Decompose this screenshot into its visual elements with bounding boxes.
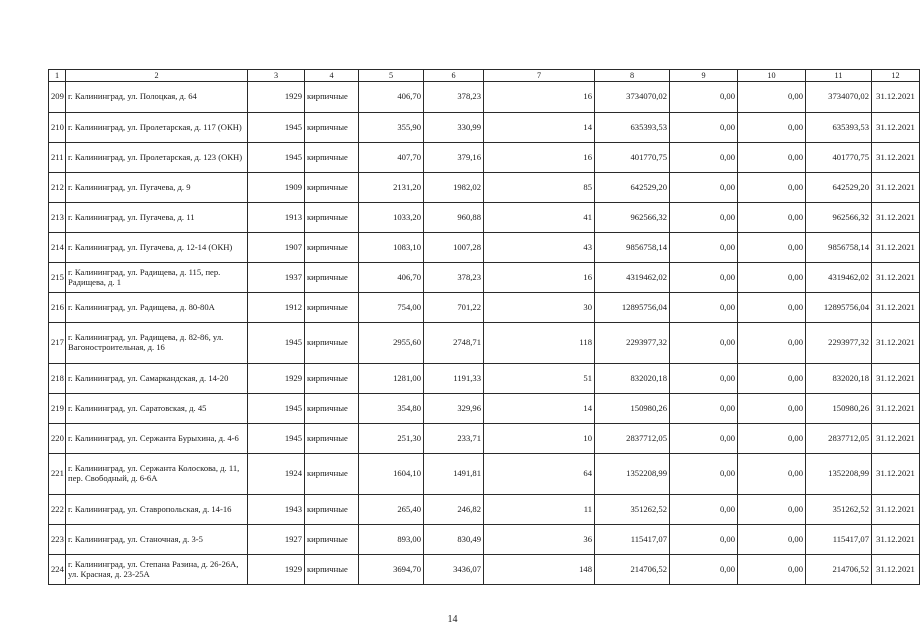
material-cell: кирпичные xyxy=(305,394,359,424)
date-cell: 31.12.2021 xyxy=(872,525,920,555)
col-header-9: 9 xyxy=(670,70,738,82)
cost-total-cell: 150980,26 xyxy=(595,394,670,424)
area-total-cell: 355,90 xyxy=(359,113,424,143)
residents-cell: 11 xyxy=(484,495,595,525)
year-cell: 1909 xyxy=(248,173,305,203)
fund-c-cell: 4319462,02 xyxy=(806,263,872,293)
fund-b-cell: 0,00 xyxy=(738,203,806,233)
year-cell: 1945 xyxy=(248,143,305,173)
col-header-10: 10 xyxy=(738,70,806,82)
area-living-cell: 3436,07 xyxy=(424,555,484,585)
residents-cell: 64 xyxy=(484,454,595,495)
address-cell: г. Калининград, ул. Пролетарская, д. 123 (ОКН) xyxy=(66,143,248,173)
material-cell: кирпичные xyxy=(305,454,359,495)
fund-c-cell: 115417,07 xyxy=(806,525,872,555)
table-row xyxy=(49,82,920,113)
material-cell: кирпичные xyxy=(305,113,359,143)
year-cell: 1907 xyxy=(248,233,305,263)
address-cell: г. Калининград, ул. Ставропольская, д. 14-16 xyxy=(66,495,248,525)
row-number: 223 xyxy=(49,525,66,555)
fund-a-cell: 0,00 xyxy=(670,424,738,454)
area-total-cell: 2955,60 xyxy=(359,323,424,364)
cost-total-cell: 635393,53 xyxy=(595,113,670,143)
material-cell: кирпичные xyxy=(305,263,359,293)
residents-cell: 51 xyxy=(484,364,595,394)
fund-b-cell: 0,00 xyxy=(738,454,806,495)
area-total-cell: 3694,70 xyxy=(359,555,424,585)
row-number: 216 xyxy=(49,293,66,323)
fund-b-cell: 0,00 xyxy=(738,173,806,203)
address-cell: г. Калининград, ул. Радищева, д. 80-80А xyxy=(66,293,248,323)
fund-a-cell: 0,00 xyxy=(670,394,738,424)
material-cell: кирпичные xyxy=(305,555,359,585)
col-header-8: 8 xyxy=(595,70,670,82)
date-cell: 31.12.2021 xyxy=(872,364,920,394)
area-living-cell: 246,82 xyxy=(424,495,484,525)
col-header-6: 6 xyxy=(424,70,484,82)
area-living-cell: 330,99 xyxy=(424,113,484,143)
date-cell: 31.12.2021 xyxy=(872,173,920,203)
page-number: 14 xyxy=(447,614,458,625)
year-cell: 1945 xyxy=(248,323,305,364)
fund-c-cell: 1352208,99 xyxy=(806,454,872,495)
address-cell: г. Калининград, ул. Полоцкая, д. 64 xyxy=(66,82,248,113)
cost-total-cell: 351262,52 xyxy=(595,495,670,525)
fund-c-cell: 832020,18 xyxy=(806,364,872,394)
area-living-cell: 378,23 xyxy=(424,82,484,113)
table-row xyxy=(49,555,920,585)
material-cell: кирпичные xyxy=(305,143,359,173)
fund-a-cell: 0,00 xyxy=(670,233,738,263)
residents-cell: 16 xyxy=(484,143,595,173)
date-cell: 31.12.2021 xyxy=(872,263,920,293)
residents-cell: 16 xyxy=(484,82,595,113)
material-cell: кирпичные xyxy=(305,525,359,555)
table-row xyxy=(49,113,920,143)
date-cell: 31.12.2021 xyxy=(872,555,920,585)
fund-a-cell: 0,00 xyxy=(670,82,738,113)
area-living-cell: 701,22 xyxy=(424,293,484,323)
fund-a-cell: 0,00 xyxy=(670,293,738,323)
fund-b-cell: 0,00 xyxy=(738,233,806,263)
residents-cell: 14 xyxy=(484,394,595,424)
table-row xyxy=(49,203,920,233)
cost-total-cell: 12895756,04 xyxy=(595,293,670,323)
table-row xyxy=(49,233,920,263)
cost-total-cell: 4319462,02 xyxy=(595,263,670,293)
fund-c-cell: 2837712,05 xyxy=(806,424,872,454)
table-row xyxy=(49,143,920,173)
date-cell: 31.12.2021 xyxy=(872,394,920,424)
cost-total-cell: 642529,20 xyxy=(595,173,670,203)
date-cell: 31.12.2021 xyxy=(872,143,920,173)
col-header-4: 4 xyxy=(305,70,359,82)
fund-c-cell: 962566,32 xyxy=(806,203,872,233)
material-cell: кирпичные xyxy=(305,424,359,454)
fund-c-cell: 12895756,04 xyxy=(806,293,872,323)
year-cell: 1912 xyxy=(248,293,305,323)
area-total-cell: 1604,10 xyxy=(359,454,424,495)
year-cell: 1929 xyxy=(248,364,305,394)
table-row xyxy=(49,263,920,293)
fund-c-cell: 9856758,14 xyxy=(806,233,872,263)
row-number: 215 xyxy=(49,263,66,293)
table-row xyxy=(49,364,920,394)
row-number: 219 xyxy=(49,394,66,424)
table-row xyxy=(49,495,920,525)
year-cell: 1943 xyxy=(248,495,305,525)
material-cell: кирпичные xyxy=(305,173,359,203)
fund-b-cell: 0,00 xyxy=(738,424,806,454)
cost-total-cell: 401770,75 xyxy=(595,143,670,173)
housing-table xyxy=(48,69,920,585)
fund-a-cell: 0,00 xyxy=(670,495,738,525)
area-living-cell: 960,88 xyxy=(424,203,484,233)
row-number: 221 xyxy=(49,454,66,495)
area-total-cell: 406,70 xyxy=(359,263,424,293)
area-total-cell: 406,70 xyxy=(359,82,424,113)
fund-b-cell: 0,00 xyxy=(738,82,806,113)
fund-a-cell: 0,00 xyxy=(670,263,738,293)
fund-c-cell: 642529,20 xyxy=(806,173,872,203)
fund-a-cell: 0,00 xyxy=(670,454,738,495)
area-total-cell: 1083,10 xyxy=(359,233,424,263)
fund-b-cell: 0,00 xyxy=(738,364,806,394)
row-number: 211 xyxy=(49,143,66,173)
fund-a-cell: 0,00 xyxy=(670,173,738,203)
year-cell: 1929 xyxy=(248,82,305,113)
col-header-12: 12 xyxy=(872,70,920,82)
cost-total-cell: 962566,32 xyxy=(595,203,670,233)
material-cell: кирпичные xyxy=(305,293,359,323)
year-cell: 1945 xyxy=(248,113,305,143)
cost-total-cell: 115417,07 xyxy=(595,525,670,555)
area-living-cell: 329,96 xyxy=(424,394,484,424)
material-cell: кирпичные xyxy=(305,364,359,394)
table-row xyxy=(49,293,920,323)
date-cell: 31.12.2021 xyxy=(872,203,920,233)
address-cell: г. Калининград, ул. Самаркандская, д. 14-20 xyxy=(66,364,248,394)
date-cell: 31.12.2021 xyxy=(872,323,920,364)
residents-cell: 118 xyxy=(484,323,595,364)
col-header-5: 5 xyxy=(359,70,424,82)
fund-a-cell: 0,00 xyxy=(670,555,738,585)
row-number: 210 xyxy=(49,113,66,143)
material-cell: кирпичные xyxy=(305,233,359,263)
col-header-1: 1 xyxy=(49,70,66,82)
material-cell: кирпичные xyxy=(305,323,359,364)
year-cell: 1945 xyxy=(248,424,305,454)
residents-cell: 43 xyxy=(484,233,595,263)
address-cell: г. Калининград, ул. Радищева, д. 115, пер. Радищева, д. 1 xyxy=(66,263,248,293)
area-total-cell: 893,00 xyxy=(359,525,424,555)
residents-cell: 14 xyxy=(484,113,595,143)
cost-total-cell: 9856758,14 xyxy=(595,233,670,263)
date-cell: 31.12.2021 xyxy=(872,82,920,113)
address-cell: г. Калининград, ул. Сержанта Колоскова, д. 11, пер. Свободный, д. 6-6А xyxy=(66,454,248,495)
cost-total-cell: 2293977,32 xyxy=(595,323,670,364)
fund-b-cell: 0,00 xyxy=(738,113,806,143)
row-number: 213 xyxy=(49,203,66,233)
table-row xyxy=(49,454,920,495)
year-cell: 1924 xyxy=(248,454,305,495)
cost-total-cell: 832020,18 xyxy=(595,364,670,394)
area-living-cell: 379,16 xyxy=(424,143,484,173)
fund-b-cell: 0,00 xyxy=(738,394,806,424)
material-cell: кирпичные xyxy=(305,82,359,113)
header-row xyxy=(49,70,920,82)
row-number: 217 xyxy=(49,323,66,364)
area-total-cell: 1281,00 xyxy=(359,364,424,394)
table-row xyxy=(49,323,920,364)
fund-a-cell: 0,00 xyxy=(670,143,738,173)
fund-c-cell: 214706,52 xyxy=(806,555,872,585)
residents-cell: 41 xyxy=(484,203,595,233)
fund-a-cell: 0,00 xyxy=(670,113,738,143)
area-living-cell: 2748,71 xyxy=(424,323,484,364)
table-row xyxy=(49,394,920,424)
address-cell: г. Калининград, ул. Пугачева, д. 12-14 (ОКН) xyxy=(66,233,248,263)
fund-c-cell: 2293977,32 xyxy=(806,323,872,364)
area-living-cell: 830,49 xyxy=(424,525,484,555)
area-living-cell: 1007,28 xyxy=(424,233,484,263)
area-total-cell: 1033,20 xyxy=(359,203,424,233)
fund-a-cell: 0,00 xyxy=(670,364,738,394)
table-row xyxy=(49,173,920,203)
year-cell: 1929 xyxy=(248,555,305,585)
area-total-cell: 2131,20 xyxy=(359,173,424,203)
fund-c-cell: 150980,26 xyxy=(806,394,872,424)
cost-total-cell: 2837712,05 xyxy=(595,424,670,454)
fund-b-cell: 0,00 xyxy=(738,323,806,364)
date-cell: 31.12.2021 xyxy=(872,113,920,143)
year-cell: 1937 xyxy=(248,263,305,293)
area-living-cell: 378,23 xyxy=(424,263,484,293)
date-cell: 31.12.2021 xyxy=(872,424,920,454)
fund-a-cell: 0,00 xyxy=(670,203,738,233)
cost-total-cell: 3734070,02 xyxy=(595,82,670,113)
year-cell: 1927 xyxy=(248,525,305,555)
table-body xyxy=(49,82,920,585)
residents-cell: 148 xyxy=(484,555,595,585)
row-number: 220 xyxy=(49,424,66,454)
cost-total-cell: 214706,52 xyxy=(595,555,670,585)
fund-b-cell: 0,00 xyxy=(738,555,806,585)
year-cell: 1913 xyxy=(248,203,305,233)
fund-b-cell: 0,00 xyxy=(738,293,806,323)
area-total-cell: 754,00 xyxy=(359,293,424,323)
col-header-11: 11 xyxy=(806,70,872,82)
cost-total-cell: 1352208,99 xyxy=(595,454,670,495)
area-living-cell: 1982,02 xyxy=(424,173,484,203)
fund-c-cell: 351262,52 xyxy=(806,495,872,525)
row-number: 214 xyxy=(49,233,66,263)
fund-b-cell: 0,00 xyxy=(738,263,806,293)
residents-cell: 10 xyxy=(484,424,595,454)
row-number: 212 xyxy=(49,173,66,203)
address-cell: г. Калининград, ул. Пугачева, д. 11 xyxy=(66,203,248,233)
fund-c-cell: 635393,53 xyxy=(806,113,872,143)
table-row xyxy=(49,424,920,454)
fund-b-cell: 0,00 xyxy=(738,495,806,525)
address-cell: г. Калининград, ул. Сержанта Бурыхина, д. 4-6 xyxy=(66,424,248,454)
address-cell: г. Калининград, ул. Пугачева, д. 9 xyxy=(66,173,248,203)
row-number: 222 xyxy=(49,495,66,525)
area-total-cell: 251,30 xyxy=(359,424,424,454)
address-cell: г. Калининград, ул. Саратовская, д. 45 xyxy=(66,394,248,424)
residents-cell: 16 xyxy=(484,263,595,293)
address-cell: г. Калининград, ул. Пролетарская, д. 117 (ОКН) xyxy=(66,113,248,143)
date-cell: 31.12.2021 xyxy=(872,495,920,525)
date-cell: 31.12.2021 xyxy=(872,233,920,263)
col-header-7: 7 xyxy=(484,70,595,82)
residents-cell: 30 xyxy=(484,293,595,323)
date-cell: 31.12.2021 xyxy=(872,454,920,495)
area-living-cell: 1191,33 xyxy=(424,364,484,394)
fund-c-cell: 401770,75 xyxy=(806,143,872,173)
address-cell: г. Калининград, ул. Радищева, д. 82-86, ул. Вагоностроительная, д. 16 xyxy=(66,323,248,364)
area-living-cell: 233,71 xyxy=(424,424,484,454)
area-total-cell: 265,40 xyxy=(359,495,424,525)
year-cell: 1945 xyxy=(248,394,305,424)
row-number: 218 xyxy=(49,364,66,394)
material-cell: кирпичные xyxy=(305,203,359,233)
row-number: 224 xyxy=(49,555,66,585)
address-cell: г. Калининград, ул. Станочная, д. 3-5 xyxy=(66,525,248,555)
fund-b-cell: 0,00 xyxy=(738,525,806,555)
fund-a-cell: 0,00 xyxy=(670,525,738,555)
fund-b-cell: 0,00 xyxy=(738,143,806,173)
fund-a-cell: 0,00 xyxy=(670,323,738,364)
address-cell: г. Калининград, ул. Степана Разина, д. 26-26А, ул. Красная, д. 23-25А xyxy=(66,555,248,585)
table-row xyxy=(49,525,920,555)
material-cell: кирпичные xyxy=(305,495,359,525)
date-cell: 31.12.2021 xyxy=(872,293,920,323)
area-total-cell: 354,80 xyxy=(359,394,424,424)
residents-cell: 85 xyxy=(484,173,595,203)
row-number: 209 xyxy=(49,82,66,113)
area-living-cell: 1491,81 xyxy=(424,454,484,495)
area-total-cell: 407,70 xyxy=(359,143,424,173)
residents-cell: 36 xyxy=(484,525,595,555)
col-header-2: 2 xyxy=(66,70,248,82)
fund-c-cell: 3734070,02 xyxy=(806,82,872,113)
col-header-3: 3 xyxy=(248,70,305,82)
